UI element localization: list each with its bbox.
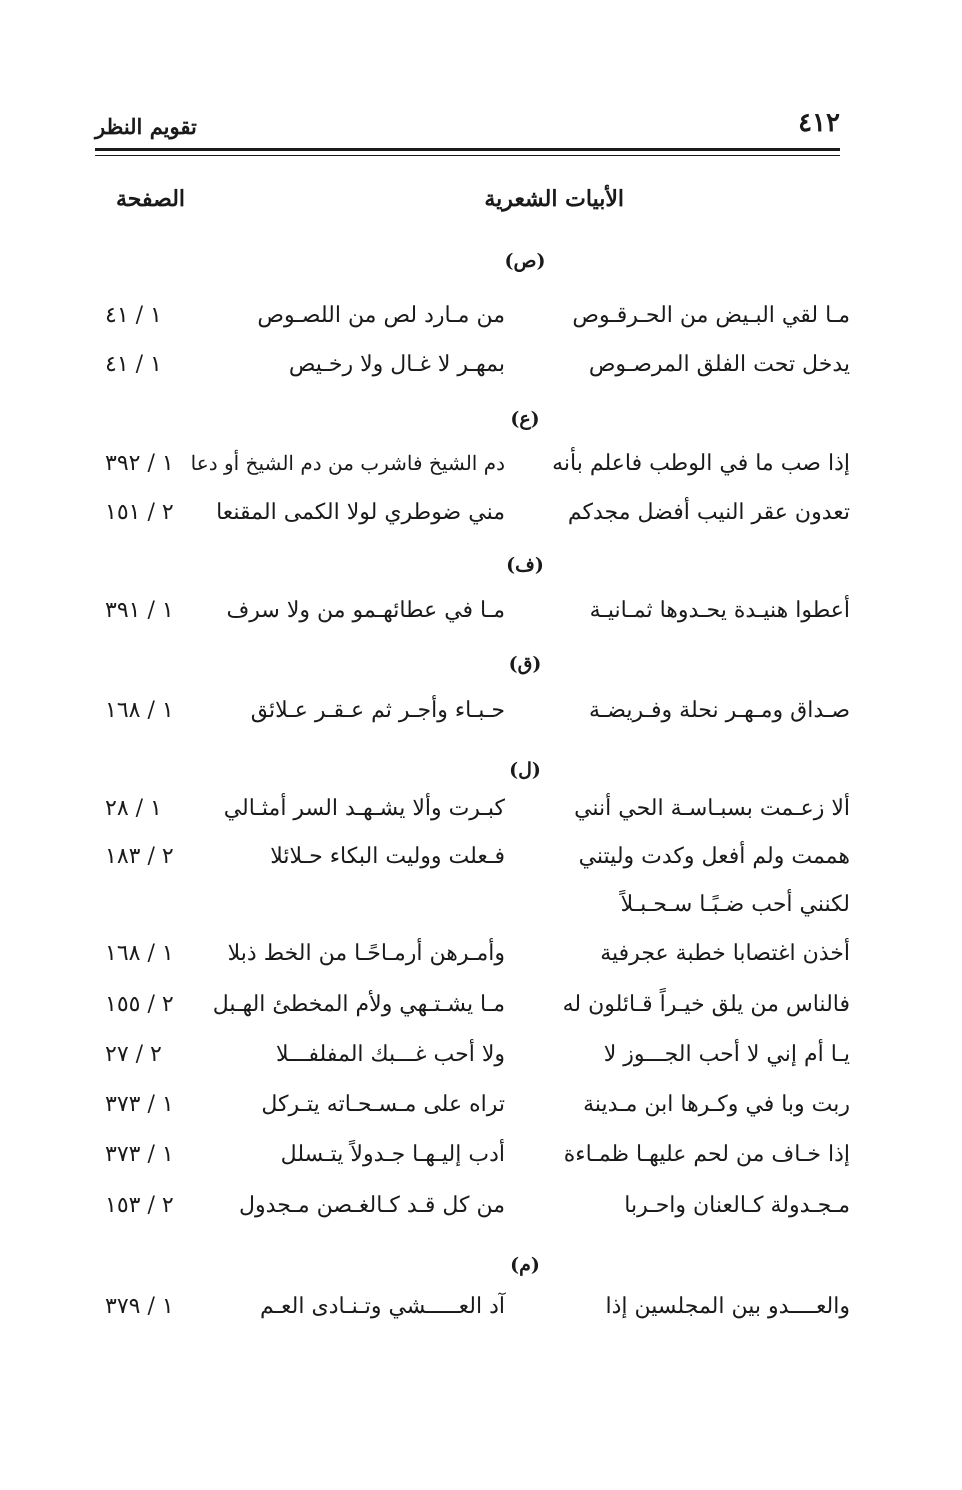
page-reference: ٢ / ١٥٣ [105,1193,174,1218]
second-hemistich: دم الشيخ فاشرب من دم الشيخ أو دعا [190,451,505,475]
first-hemistich: يدخل تحت الفلق المرصـوص [588,352,850,377]
page-number: ٤١٢ [798,108,840,138]
verse-row [95,1294,850,1334]
first-hemistich: هممت ولم أفعل وكدت وليتني [578,844,850,869]
page-header [95,108,840,148]
verse-row [95,1142,850,1182]
verse-row [95,844,850,884]
first-hemistich: صـداق ومـهـر نحلة وفـريضـة [589,698,850,723]
first-hemistich: فالناس من يلق خيـراً قـائلون له [562,992,850,1017]
second-hemistich: آد العـــــشي وتـنـادى العـم [259,1294,505,1319]
second-hemistich: كبـرت وألا يشـهـد السر أمثـالي [223,796,505,821]
header-rule-thin [95,155,840,156]
second-hemistich: مـا في عطائهـمو من ولا سرف [226,598,505,623]
page-reference: ٢ / ١٥٥ [105,992,174,1017]
second-hemistich: مـا يشـتـهي ولأم المخطئ الهـبل [212,992,505,1017]
page-reference: ١ / ٣٩١ [105,598,174,623]
verse-row [95,941,850,981]
page-reference: ١ / ٣٧٣ [105,1142,174,1167]
first-hemistich: يـا أم إني لا أحب الجـــوز لا [603,1042,850,1067]
book-title: تقويم النظر [95,114,197,139]
second-hemistich: ولا أحب غـــبك المفلفـــلا [275,1042,505,1067]
section-letter: (ق) [508,653,542,675]
first-hemistich: إذا خـاف من لحم عليهـا ظمـاءة [563,1142,850,1167]
page-reference: ١ / ١٦٨ [105,941,174,966]
verse-row [95,451,850,491]
first-hemistich: أعطوا هنيـدة يحـدوها ثمـانيـة [589,598,850,623]
first-hemistich: إذا صب ما في الوطب فاعلم بأنه [552,451,850,476]
page-reference: ٢ / ١٥١ [105,500,174,525]
verses-column-heading: الأبيات الشعرية [484,186,624,212]
section-letter: (ف) [506,554,544,576]
verse-row [95,992,850,1032]
verse-row [95,500,850,540]
page-reference: ١ / ٤١ [105,352,162,377]
page-reference: ٢ / ١٨٣ [105,844,174,869]
first-hemistich: أخذن اغتصابا خطبة عجرفية [600,941,850,966]
section-letter: (ص) [504,250,546,272]
second-hemistich: من مـارد لص من اللصـوص [257,303,505,328]
verse-row [95,796,850,836]
second-hemistich: فـعلت ووليت البكاء حـلائلا [270,844,505,869]
second-hemistich: وأمـرهن أرمـاحًـا من الخط ذبلا [227,941,505,966]
second-hemistich: من كل قـد كـالغـصن مـجدول [239,1193,505,1218]
first-hemistich: ألا زعـمت بسبـاسـة الحي أنني [574,796,850,821]
page-column-heading: الصفحة [116,186,186,212]
first-hemistich: مـا لقي البـيض من الحـرقـوص [572,303,850,328]
section-letter: (م) [510,1254,540,1276]
page-reference: ١ / ٣٧٩ [105,1294,174,1319]
verse-row [95,1193,850,1233]
verse-row [95,303,850,343]
verse-row [95,892,850,932]
page-reference: ١ / ١٦٨ [105,698,174,723]
second-hemistich: حـبـاء وأجـر ثم عـقـر عـلائق [250,698,505,723]
first-hemistich: مـجـدولة كـالعنان واحـربا [624,1193,850,1218]
verse-row [95,1042,850,1082]
header-rule-thick [95,148,840,151]
second-hemistich: مني ضوطري لولا الكمى المقنعا [216,500,505,525]
page-reference: ١ / ٤١ [105,303,162,328]
page-reference: ١ / ٣٩٢ [105,451,174,476]
page-reference: ١ / ٣٧٣ [105,1092,174,1117]
section-letter: (ع) [510,408,540,430]
page-reference: ٢ / ٢٧ [105,1042,162,1067]
second-hemistich: بمهـر لا غـال ولا رخـيص [288,352,505,377]
second-hemistich: تراه على مـسـحـاته يتـركل [261,1092,505,1117]
section-letter: (ل) [509,759,541,781]
first-hemistich: تعدون عقر النيب أفضل مجدكم [567,500,850,525]
verse-row [95,598,850,638]
first-hemistich: ربت وبا في وكـرها ابن مـدينة [583,1092,850,1117]
first-hemistich: والعــــدو بين المجلسين إذا [605,1294,850,1319]
verse-row [95,1092,850,1132]
verse-row [95,698,850,738]
verse-row [95,352,850,392]
second-hemistich: أدب إليـهـا جـدولاً يتـسلل [280,1142,505,1167]
first-hemistich: لكنني أحب ضـبًـا سـحـبـلاً [620,892,850,917]
page-reference: ١ / ٢٨ [105,796,162,821]
